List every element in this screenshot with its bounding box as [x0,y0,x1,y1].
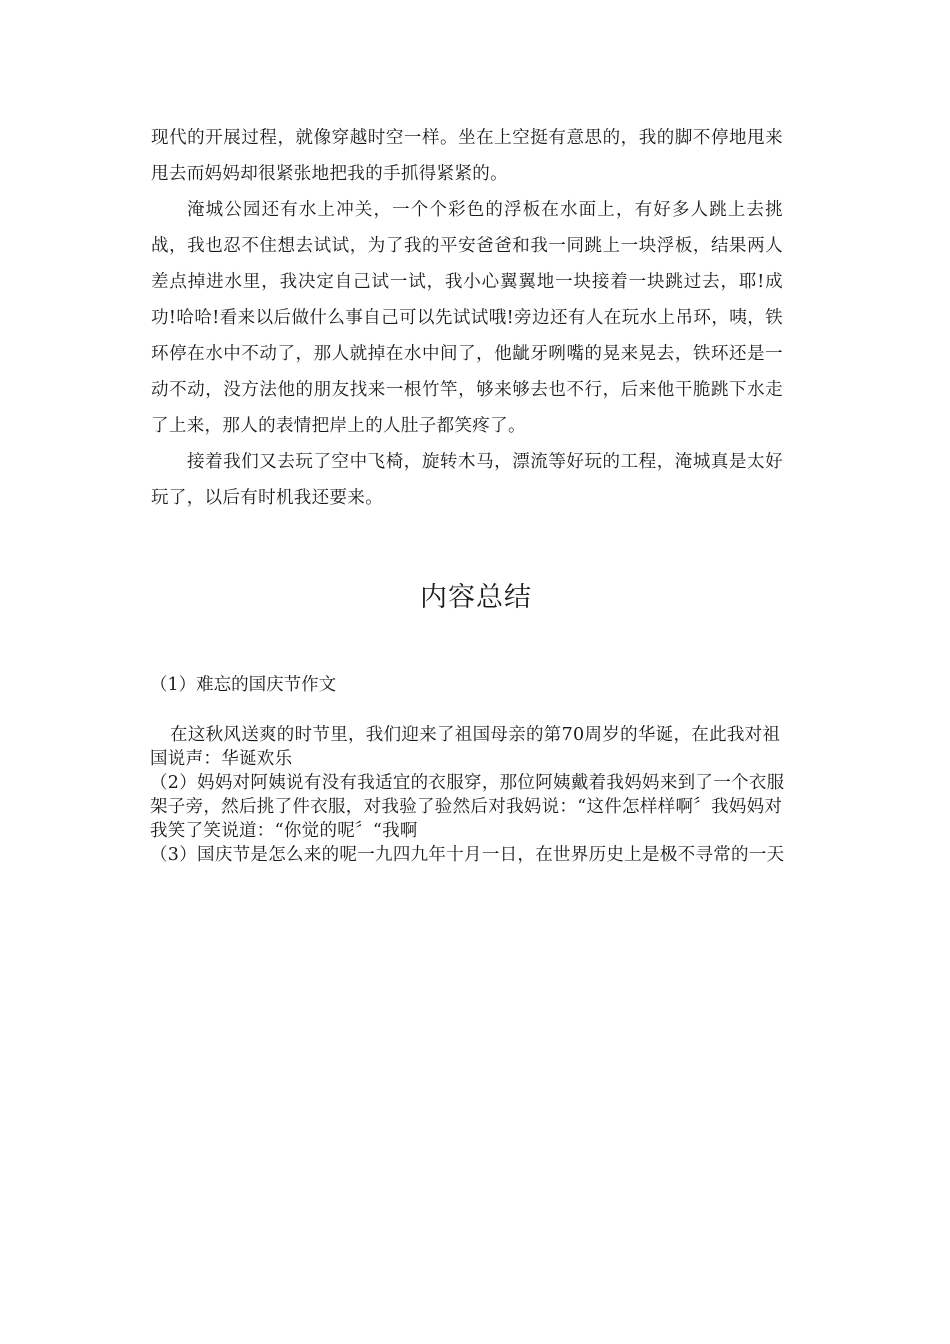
summary-item: （2）妈妈对阿姨说有没有我适宜的衣服穿，那位阿姨戴着我妈妈来到了一个衣服架子旁，然后挑了件衣服，对我验了验然后对我妈说：“这件怎样样啊〞我妈妈对我笑了笑说道：“你觉的呢〞“我啊 [150,773,785,841]
summary-heading: （1）难忘的国庆节作文 [150,675,337,695]
essay-paragraph: 接着我们又去玩了空中飞椅，旋转木马，漂流等好玩的工程，淹城真是太好玩了，以后有时机我还要来。 [151,452,783,508]
summary-item: （3）国庆节是怎么来的呢一九四九年十月一日，在世界历史上是极不寻常的一天 [150,845,785,865]
summary-section [150,672,786,867]
essay-paragraph: 现代的开展过程，就像穿越时空一样。坐在上空挺有意思的，我的脚不停地甩来甩去而妈妈却很紧张地把我的手抓得紧紧的。 [151,128,783,184]
essay-body [151,120,783,516]
summary-title: 内容总结 [420,582,532,613]
essay-paragraph: 淹城公园还有水上冲关，一个个彩色的浮板在水面上，有好多人跳上去挑战，我也忍不住想去试试，为了我的平安爸爸和我一同跳上一块浮板，结果两人差点掉进水里，我决定自己试一试，我小心翼翼地一块接着一块跳过去，耶!成功!哈哈!看来以后做什么事自己可以先试试哦!旁边还有人在玩水上吊环，咦，铁环停在水中不动了，那人就掉在水中间了，他龇牙咧嘴的晃来晃去，铁环还是一动不动，没方法他的朋友找来一根竹竿，够来够去也不行，后来他干脆跳下水走了上来，那人的表情把岸上的人肚子都笑疼了。 [151,200,783,436]
summary-item: 在这秋风送爽的时节里，我们迎来了祖国母亲的第70周岁的华诞，在此我对祖国说声：华诞欢乐 [150,725,781,769]
